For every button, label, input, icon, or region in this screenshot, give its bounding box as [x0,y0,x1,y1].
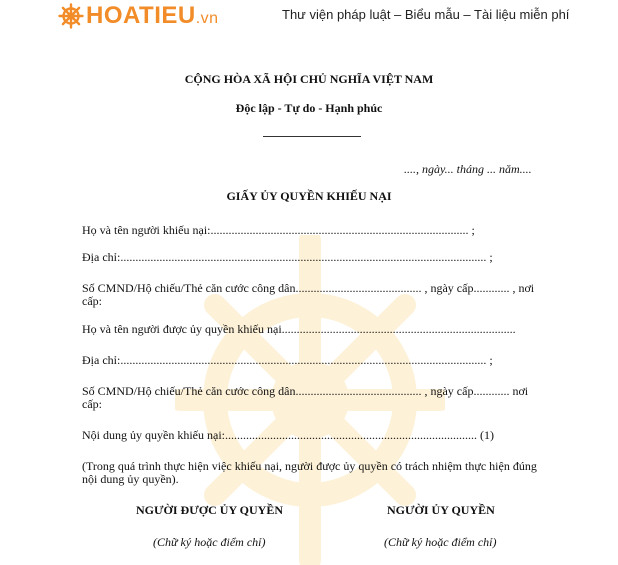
logo-word: HOATIEU [86,2,196,29]
national-title: CỘNG HÒA XÃ HỘI CHỦ NGHĨA VIỆT NAM [184,72,434,86]
complainant-name-field: Họ và tên người khiếu nại:...................................................................................... ; [82,223,475,237]
authorized-address-field: Địa chỉ:.......................................................................................................................... ; [82,353,493,367]
authorizer-signature-note: (Chữ ký hoặc điểm chỉ) [384,535,497,549]
authorization-content-field: Nội dung ủy quyền khiếu nại:.................................................................................... (1) [82,428,494,442]
site-tagline: Thư viện pháp luật – Biểu mẫu – Tài liệu miễn phí [282,7,570,22]
authorized-id-field-cont: cấp: [82,397,102,411]
authorized-id-field: Số CMND/Hộ chiếu/Thẻ căn cước công dân.......................................... , ngày cấp............ nơi [82,384,529,398]
date-line: ...., ngày... tháng ... năm.... [404,162,532,176]
authorizer-signature-title: NGƯỜI ỦY QUYỀN [387,503,495,517]
complainant-address-field: Địa chỉ:.......................................................................................................................... ; [82,250,493,264]
complainant-id-field: Số CMND/Hộ chiếu/Thẻ căn cước công dân.......................................... , ngày cấp............ , nơi [82,281,535,295]
site-header [0,0,618,32]
complainant-id-field-cont: cấp: [82,294,102,308]
form-title: GIẤY ỦY QUYỀN KHIẾU NẠI [226,189,392,203]
site-logo[interactable] [58,2,219,30]
logo-text [86,2,219,30]
motto: Độc lập - Tự do - Hạnh phúc [235,101,383,115]
responsibility-note: (Trong quá trình thực hiện việc khiếu nại, người được ủy quyền có trách nhiệm thực hiện đúng nội dung ủy quyền). [82,459,537,486]
authorized-signature-note: (Chữ ký hoặc điểm chỉ) [153,535,266,549]
authorized-name-field: Họ và tên người được ủy quyền khiếu nại.............................................................................. [82,322,516,336]
authorized-signature-title: NGƯỜI ĐƯỢC ỦY QUYỀN [136,503,283,517]
logo-suffix: .vn [195,10,219,27]
title-divider [263,136,361,137]
ship-wheel-logo-icon [58,3,84,29]
